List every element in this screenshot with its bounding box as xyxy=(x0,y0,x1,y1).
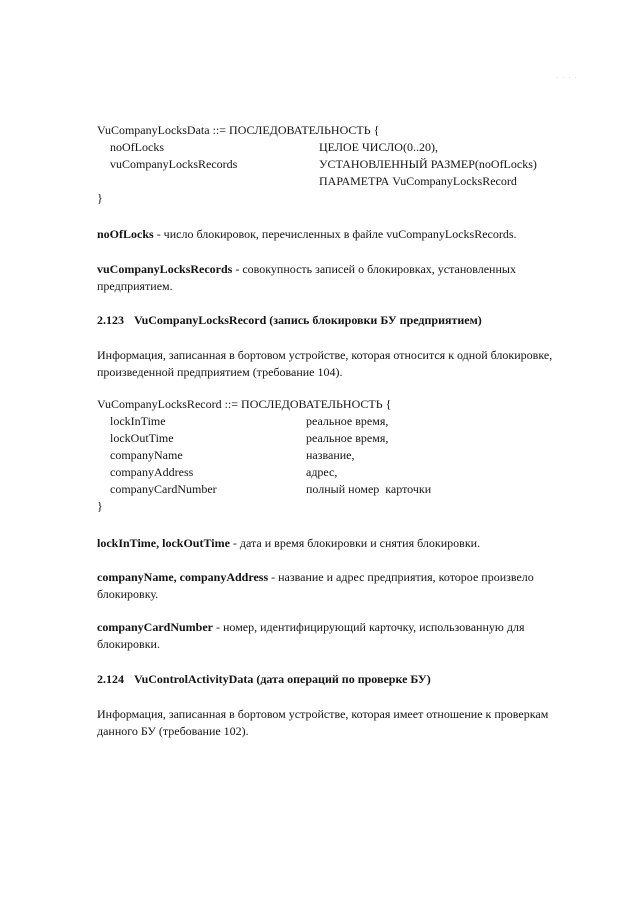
section-number: 2.124 xyxy=(97,672,124,686)
struct-open-text: VuCompanyLocksData ::= ПОСЛЕДОВАТЕЛЬНОСТЬ { xyxy=(97,123,380,137)
field-name: companyAddress xyxy=(110,465,194,479)
definition-text: - совокупность записей о блокировках, установленных xyxy=(232,262,516,276)
field-name: lockInTime xyxy=(110,414,166,428)
section-heading-2-123 xyxy=(97,312,482,329)
struct-open xyxy=(97,396,567,413)
section-number: 2.123 xyxy=(97,313,124,327)
struct-row xyxy=(97,139,567,156)
definition-term: companyCardNumber xyxy=(97,620,213,634)
definition-term: noOfLocks xyxy=(97,227,154,241)
field-name: companyName xyxy=(110,448,183,462)
definition-term: vuCompanyLocksRecords xyxy=(97,262,233,276)
section-title: VuControlActivityData (дата операций по проверке БУ) xyxy=(134,672,431,686)
definition-companycardnumber xyxy=(97,619,557,653)
definition-text: - число блокировок, перечисленных в файле vuCompanyLocksRecords. xyxy=(153,227,517,241)
section-heading-2-124 xyxy=(97,671,431,688)
struct-row xyxy=(97,447,567,464)
field-name: noOfLocks xyxy=(110,140,164,154)
paragraph-line: Информация, записанная в бортовом устройстве, которая относится к одной блокировке, xyxy=(97,348,553,362)
struct-close xyxy=(97,190,567,207)
definition-text-cont: предприятием. xyxy=(97,279,173,293)
struct-row xyxy=(97,430,567,447)
field-type: полный номер карточки xyxy=(306,482,432,496)
paragraph-line: Информация, записанная в бортовом устройстве, которая имеет отношение к проверкам xyxy=(97,707,549,721)
struct-open-text: VuCompanyLocksRecord ::= ПОСЛЕДОВАТЕЛЬНОСТЬ { xyxy=(97,397,392,411)
paragraph-line: данного БУ (требование 102). xyxy=(97,724,249,738)
field-name: vuCompanyLocksRecords xyxy=(110,157,238,171)
definition-text-cont: блокировки. xyxy=(97,637,160,651)
definition-text-cont: блокировку. xyxy=(97,587,159,601)
struct-row xyxy=(97,481,567,498)
corner-mark: · · · · xyxy=(556,74,578,82)
field-name: lockOutTime xyxy=(110,431,174,445)
paragraph-line: произведенной предприятием (требование 104). xyxy=(97,365,343,379)
struct-close xyxy=(97,498,567,515)
definition-term: lockInTime, lockOutTime xyxy=(97,536,230,550)
struct-row xyxy=(97,413,567,430)
field-type: адрес, xyxy=(306,465,338,479)
struct-vucompanylocksrecord xyxy=(97,396,567,515)
paragraph-record-info xyxy=(97,347,557,381)
field-type: реальное время, xyxy=(306,431,389,445)
struct-vucompanylocksdata xyxy=(97,122,567,207)
field-type: реальное время, xyxy=(306,414,389,428)
struct-close-text: } xyxy=(97,499,103,513)
field-type: ЦЕЛОЕ ЧИСЛО(0..20), xyxy=(319,140,438,154)
paragraph-control-info xyxy=(97,706,557,740)
section-title: VuCompanyLocksRecord (запись блокировки БУ предприятием) xyxy=(134,313,482,327)
field-type: название, xyxy=(306,448,355,462)
definition-company-name-address xyxy=(97,569,557,603)
field-type: УСТАНОВЛЕННЫЙ РАЗМЕР(noOfLocks) xyxy=(319,157,537,171)
definition-text: - название и адрес предприятия, которое произвело xyxy=(268,570,534,584)
definition-text: - номер, идентифицирующий карточку, использованную для xyxy=(213,620,525,634)
struct-close-text: } xyxy=(97,191,103,205)
definition-vucompanylocksrecords xyxy=(97,261,557,295)
field-type: ПАРАМЕТРА VuCompanyLocksRecord xyxy=(319,174,517,188)
definition-locktimes xyxy=(97,535,557,552)
struct-row xyxy=(97,464,567,481)
struct-row xyxy=(97,156,567,173)
definition-term: companyName, companyAddress xyxy=(97,570,269,584)
definition-nooflocks xyxy=(97,226,557,243)
field-name: companyCardNumber xyxy=(110,482,217,496)
struct-row xyxy=(97,173,567,190)
struct-open xyxy=(97,122,567,139)
definition-text: - дата и время блокировки и снятия блокировки. xyxy=(229,536,481,550)
